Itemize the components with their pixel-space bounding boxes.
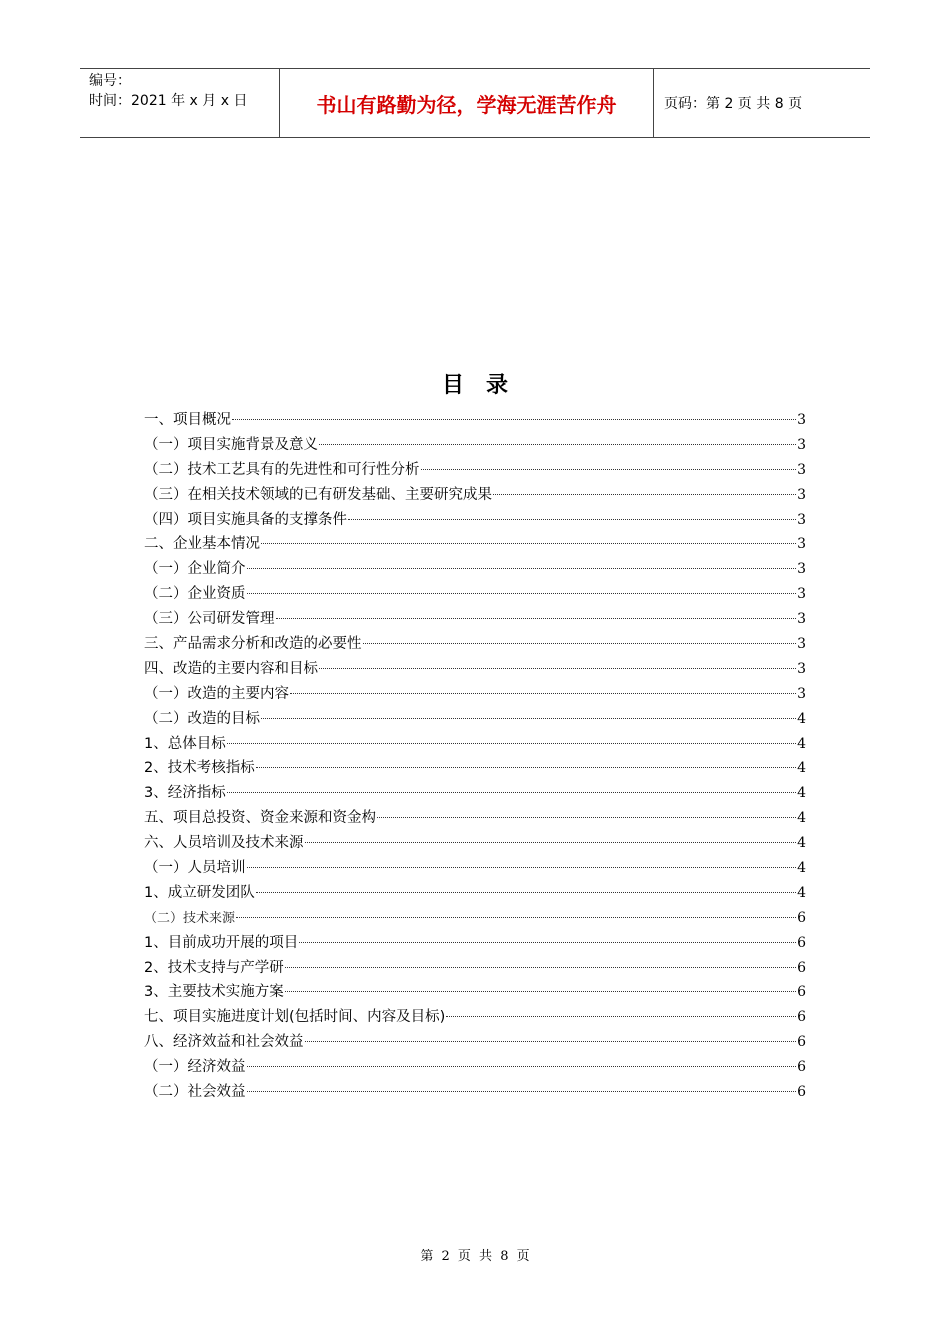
- toc-entry-page: 3: [797, 511, 806, 528]
- toc-entry[interactable]: [144, 707, 806, 732]
- toc-entry-title: 五、项目总投资、资金来源和资金构: [144, 810, 376, 827]
- toc-entry-title: （一）企业简介: [144, 561, 246, 578]
- toc-title: 目录: [441, 372, 530, 398]
- table-of-contents: [144, 408, 806, 1105]
- toc-entry-page: 6: [797, 1059, 806, 1076]
- toc-entry-page: 3: [797, 685, 806, 702]
- toc-entry-title: （三）公司研发管理: [144, 611, 275, 628]
- header-page-info: 页码：第 2 页 共 8 页: [664, 96, 803, 112]
- toc-entry[interactable]: [144, 732, 806, 757]
- toc-entry[interactable]: [144, 806, 806, 831]
- toc-entry[interactable]: [144, 956, 806, 981]
- toc-entry-page: 6: [797, 934, 806, 951]
- toc-leader-dots: [247, 1066, 797, 1067]
- toc-entry-title: 2、技术支持与产学研: [144, 959, 284, 976]
- document-number-label: 编号：: [89, 73, 131, 89]
- toc-entry-title: （一）人员培训: [144, 860, 246, 877]
- toc-entry-page: 3: [797, 536, 806, 553]
- toc-entry[interactable]: [144, 906, 806, 931]
- toc-entry-title: 3、主要技术实施方案: [144, 984, 284, 1001]
- toc-leader-dots: [363, 643, 797, 644]
- toc-entry[interactable]: [144, 881, 806, 906]
- toc-entry[interactable]: [144, 458, 806, 483]
- toc-entry-title: （二）社会效益: [144, 1084, 246, 1101]
- toc-leader-dots: [319, 668, 796, 669]
- toc-entry-page: 6: [797, 1009, 806, 1026]
- toc-entry-title: （一）改造的主要内容: [144, 685, 289, 702]
- toc-leader-dots: [232, 419, 796, 420]
- toc-entry-page: 4: [797, 785, 806, 802]
- toc-entry-page: 3: [797, 486, 806, 503]
- toc-entry-title: 三、产品需求分析和改造的必要性: [144, 636, 362, 653]
- toc-leader-dots: [247, 568, 797, 569]
- toc-entry-title: 八、经济效益和社会效益: [144, 1034, 304, 1051]
- toc-leader-dots: [227, 743, 796, 744]
- toc-leader-dots: [247, 1091, 797, 1092]
- toc-entry-page: 4: [797, 710, 806, 727]
- toc-entry-title: （一）经济效益: [144, 1059, 246, 1076]
- toc-entry[interactable]: [144, 682, 806, 707]
- toc-entry[interactable]: [144, 1005, 806, 1030]
- toc-leader-dots: [285, 967, 796, 968]
- toc-leader-dots: [305, 842, 797, 843]
- toc-entry[interactable]: [144, 607, 806, 632]
- toc-entry-page: 3: [797, 611, 806, 628]
- toc-leader-dots: [305, 1041, 797, 1042]
- toc-leader-dots: [236, 917, 796, 918]
- toc-entry-title: 1、成立研发团队: [144, 884, 255, 901]
- toc-leader-dots: [299, 942, 796, 943]
- toc-entry-title: 七、项目实施进度计划(包括时间、内容及目标): [144, 1009, 446, 1026]
- toc-entry[interactable]: [144, 632, 806, 657]
- toc-entry[interactable]: [144, 582, 806, 607]
- toc-entry[interactable]: [144, 980, 806, 1005]
- toc-entry-page: 4: [797, 810, 806, 827]
- toc-leader-dots: [348, 519, 796, 520]
- toc-entry-page: 3: [797, 436, 806, 453]
- toc-entry[interactable]: [144, 831, 806, 856]
- toc-entry[interactable]: [144, 856, 806, 881]
- page-header: [80, 68, 870, 138]
- header-motto: 书山有路勤为径，学海无涯苦作舟: [280, 69, 654, 137]
- toc-leader-dots: [256, 892, 796, 893]
- toc-entry[interactable]: [144, 931, 806, 956]
- toc-entry-page: 3: [797, 561, 806, 578]
- toc-entry[interactable]: [144, 408, 806, 433]
- toc-entry-page: 6: [797, 909, 806, 926]
- toc-entry[interactable]: [144, 657, 806, 682]
- document-time-label: 时间：2021 年 x 月 x 日: [89, 93, 248, 109]
- toc-entry-page: 3: [797, 586, 806, 603]
- toc-entry-title: 2、技术考核指标: [144, 760, 255, 777]
- toc-entry-page: 4: [797, 835, 806, 852]
- toc-entry[interactable]: [144, 508, 806, 533]
- toc-entry-page: 3: [797, 461, 806, 478]
- toc-leader-dots: [319, 444, 796, 445]
- toc-entry-title: （二）技术来源: [144, 910, 236, 926]
- toc-entry-title: 四、改造的主要内容和目标: [144, 660, 318, 677]
- toc-entry[interactable]: [144, 781, 806, 806]
- toc-entry-page: 6: [797, 984, 806, 1001]
- toc-entry-title: 3、经济指标: [144, 785, 226, 802]
- toc-entry-title: 1、目前成功开展的项目: [144, 934, 299, 951]
- header-meta: [80, 69, 280, 137]
- toc-entry[interactable]: [144, 532, 806, 557]
- toc-entry-page: 4: [797, 860, 806, 877]
- toc-entry-page: 4: [797, 735, 806, 752]
- toc-entry-title: 二、企业基本情况: [144, 536, 260, 553]
- toc-entry[interactable]: [144, 557, 806, 582]
- toc-entry[interactable]: [144, 1055, 806, 1080]
- toc-leader-dots: [421, 469, 797, 470]
- toc-entry-title: （二）企业资质: [144, 586, 246, 603]
- toc-entry-title: 1、总体目标: [144, 735, 226, 752]
- toc-leader-dots: [256, 767, 796, 768]
- toc-entry-page: 3: [797, 636, 806, 653]
- toc-leader-dots: [290, 693, 796, 694]
- toc-leader-dots: [493, 494, 796, 495]
- toc-leader-dots: [227, 792, 796, 793]
- toc-entry-page: 4: [797, 884, 806, 901]
- toc-entry-title: （二）技术工艺具有的先进性和可行性分析: [144, 461, 420, 478]
- toc-entry[interactable]: [144, 433, 806, 458]
- toc-entry[interactable]: [144, 1080, 806, 1105]
- toc-entry-page: 4: [797, 760, 806, 777]
- toc-entry-title: （四）项目实施具备的支撑条件: [144, 511, 347, 528]
- toc-leader-dots: [261, 543, 796, 544]
- toc-leader-dots: [261, 718, 796, 719]
- toc-entry-page: 6: [797, 959, 806, 976]
- toc-entry[interactable]: [144, 483, 806, 508]
- toc-leader-dots: [247, 867, 797, 868]
- toc-entry[interactable]: [144, 756, 806, 781]
- toc-leader-dots: [446, 1016, 796, 1017]
- toc-entry-page: 6: [797, 1084, 806, 1101]
- toc-entry-title: 六、人员培训及技术来源: [144, 835, 304, 852]
- toc-entry-page: 3: [797, 412, 806, 428]
- toc-entry[interactable]: [144, 1030, 806, 1055]
- toc-leader-dots: [276, 618, 797, 619]
- toc-entry-page: 3: [797, 660, 806, 677]
- page-footer: 第 2 页 共 8 页: [420, 1249, 530, 1264]
- toc-leader-dots: [247, 593, 797, 594]
- toc-entry-title: （二）改造的目标: [144, 710, 260, 727]
- toc-entry-title: 一、项目概况: [144, 412, 231, 428]
- toc-entry-page: 6: [797, 1034, 806, 1051]
- toc-entry-title: （一）项目实施背景及意义: [144, 436, 318, 453]
- toc-entry-title: （三）在相关技术领域的已有研发基础、主要研究成果: [144, 486, 492, 503]
- toc-leader-dots: [285, 991, 796, 992]
- toc-leader-dots: [377, 817, 796, 818]
